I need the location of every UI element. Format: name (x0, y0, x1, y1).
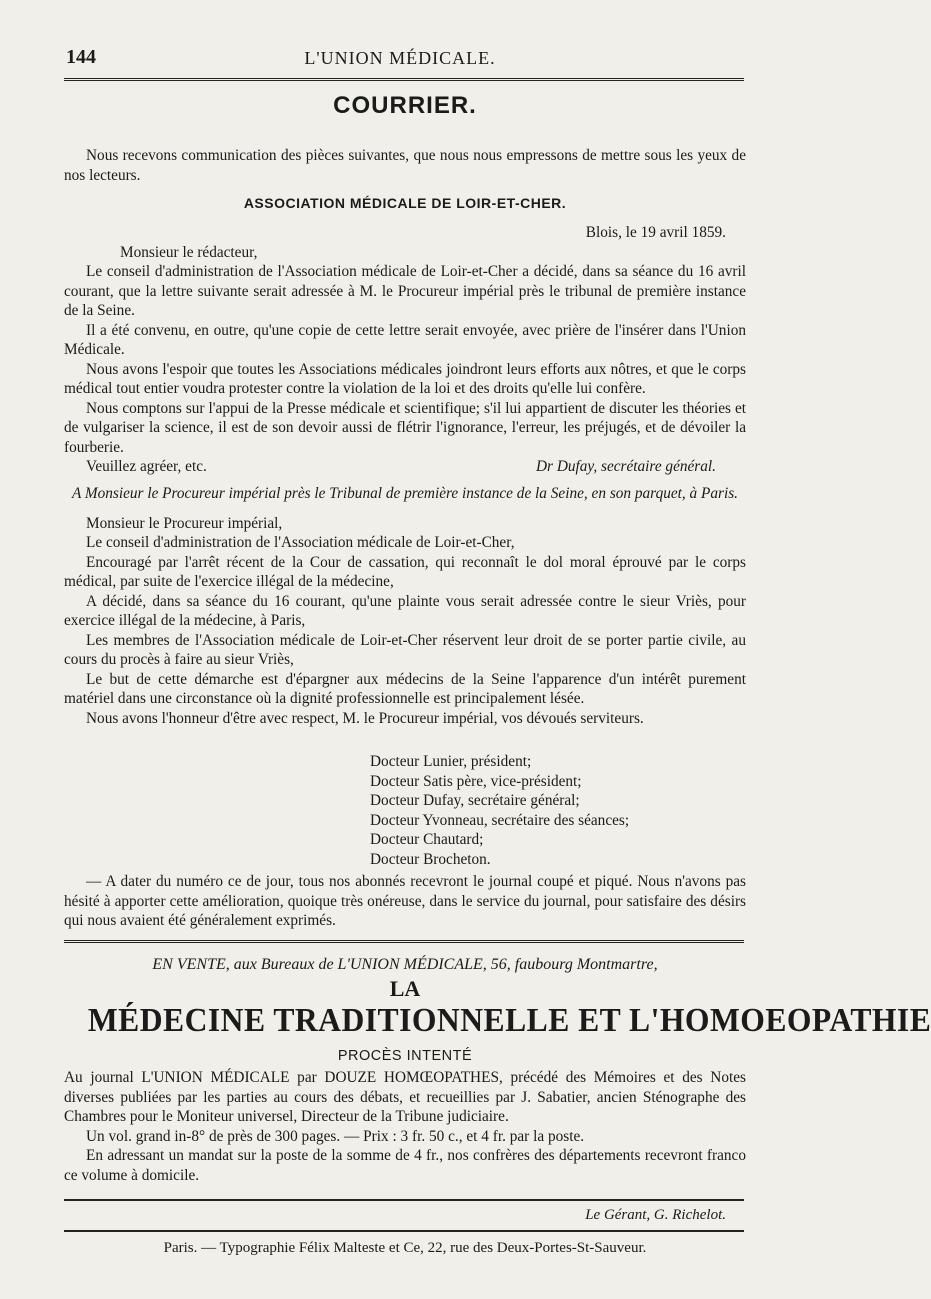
signatory: Docteur Yvonneau, secrétaire des séances; (370, 811, 630, 829)
letter-address: A Monsieur le Procureur impérial près le Tribunal de première instance de la Seine, en son parquet, à Paris. (71, 485, 739, 502)
gerant-line: Le Gérant, G. Richelot. (585, 1207, 726, 1223)
signature: Dr Dufay, secrétaire général. (536, 458, 716, 475)
letter-line-2: Encouragé par l'arrêt récent de la Cour de cassation, qui reconnaît le dol moral éprouvé par le corps médical, par suite de l'exercice illégal de la médecine, (64, 553, 746, 590)
dateline: Blois, le 19 avril 1859. (585, 224, 726, 241)
letter-line-3: A décidé, dans sa séance du 16 courant, qu'une plainte vous serait adressée contre le sieur Vriès, pour exercice illégal de la médecine, à Paris, (64, 592, 746, 629)
notice-section (64, 872, 746, 931)
advert-subtitle: PROCÈS INTENTÉ (337, 1048, 473, 1064)
advert-title: MÉDECINE TRADITIONNELLE ET L'HOMOEOPATHIE (87, 1002, 931, 1039)
letter-line-6: Nous avons l'honneur d'être avec respect, M. le Procureur impérial, vos dévoués serviteurs. (86, 709, 644, 727)
advert-section (64, 956, 931, 1185)
advert-body-2: Un vol. grand in-8° de près de 300 pages. — Prix : 3 fr. 50 c., et 4 fr. par la poste. (86, 1127, 585, 1145)
paragraph-4: Nous comptons sur l'appui de la Presse médicale et scientifique; s'il lui appartient de discuter les théories et de vulgariser la science, il est de son devoir aussi de flétrir l'ignorance, l'erreur, les préjugés, et de dévoiler la fourberie. (64, 399, 746, 456)
salutation: Monsieur le rédacteur, (120, 243, 258, 261)
bottom-rule (64, 1199, 744, 1201)
signatory: Docteur Satis père, vice-président; (370, 772, 582, 790)
paragraph-2: Il a été convenu, en outre, qu'une copie de cette lettre serait envoyée, avec prière de l'insérer dans l'Union Médicale. (64, 321, 746, 358)
top-rule (64, 78, 744, 81)
advert-body-1: Au journal L'UNION MÉDICALE par DOUZE HOMŒOPATHES, précédé des Mémoires et des Notes diverses publiées par les parties au cours des débats, et recueillies par J. Sabatier, ancien Sténographe des Chambres pour le Moniteur universel, Directeur de la Tribune judiciaire. (64, 1069, 746, 1125)
letter-line-5: Le but de cette démarche est d'épargner aux médecins de la Seine l'apparence d'un intérêt purement matériel dans une circonstance où la dignité professionnelle est principalement lésée. (64, 670, 746, 707)
closing: Veuillez agréer, etc. (86, 458, 207, 475)
association-heading: ASSOCIATION MÉDICALE DE LOIR-ET-CHER. (243, 195, 567, 211)
closing-line (64, 457, 746, 479)
running-head (0, 46, 800, 74)
advert-body-3: En adressant un mandat sur la poste de la somme de 4 fr., nos confrères des départements recevront franco ce volume à domicile. (64, 1147, 746, 1184)
signatory: Docteur Brocheton. (370, 850, 491, 868)
footer-rule (64, 1230, 744, 1232)
journal-title: L'UNION MÉDICALE. (304, 48, 496, 68)
section-title: COURRIER. (333, 92, 477, 119)
en-vente-line: EN VENTE, aux Bureaux de L'UNION MÉDICALE, 56, faubourg Montmartre, (152, 956, 658, 973)
paragraph-1: Le conseil d'administration de l'Association médicale de Loir-et-Cher a décidé, dans sa séance du 16 avril courant, que la lettre suivante serait adressée à M. le Procureur impérial près le tribunal de première instance de la Seine. (64, 263, 746, 319)
notice-paragraph: — A dater du numéro ce de jour, tous nos abonnés recevront le journal coupé et piqué. Nous n'avons pas hésité à apporter cette amélioration, quoique très onéreuse, dans le service du journal, pour satisfaire des désirs qui nous avaient été généralement exprimés. (64, 873, 746, 929)
paragraph-3: Nous avons l'espoir que toutes les Associations médicales joindront leurs efforts aux nôtres, et que le corps médical tout entier voudra protester contre la violation de la loi et des droits qu'elle lui confère. (64, 360, 746, 397)
courrier-section (64, 146, 746, 479)
middle-rule (64, 940, 744, 943)
letter-section (64, 484, 746, 728)
letter-salutation: Monsieur le Procureur impérial, (86, 514, 283, 532)
signatories-list (370, 752, 750, 869)
signatory: Docteur Lunier, président; (370, 753, 532, 770)
signatory: Docteur Chautard; (370, 831, 484, 848)
printer-line: Paris. — Typographie Félix Malteste et Ce, 22, rue des Deux-Portes-St-Sauveur. (163, 1240, 647, 1256)
page-number: 144 (66, 46, 96, 68)
advert-la: LA (389, 976, 421, 1001)
letter-line-4: Les membres de l'Association médicale de Loir-et-Cher réservent leur droit de se porter partie civile, au cours du procès à faire au sieur Vriès, (64, 631, 746, 668)
intro-paragraph: Nous recevons communication des pièces suivantes, que nous nous empressons de mettre sous les yeux de nos lecteurs. (64, 147, 746, 184)
letter-line-1: Le conseil d'administration de l'Association médicale de Loir-et-Cher, (86, 534, 515, 551)
signatory: Docteur Dufay, secrétaire général; (370, 792, 580, 809)
